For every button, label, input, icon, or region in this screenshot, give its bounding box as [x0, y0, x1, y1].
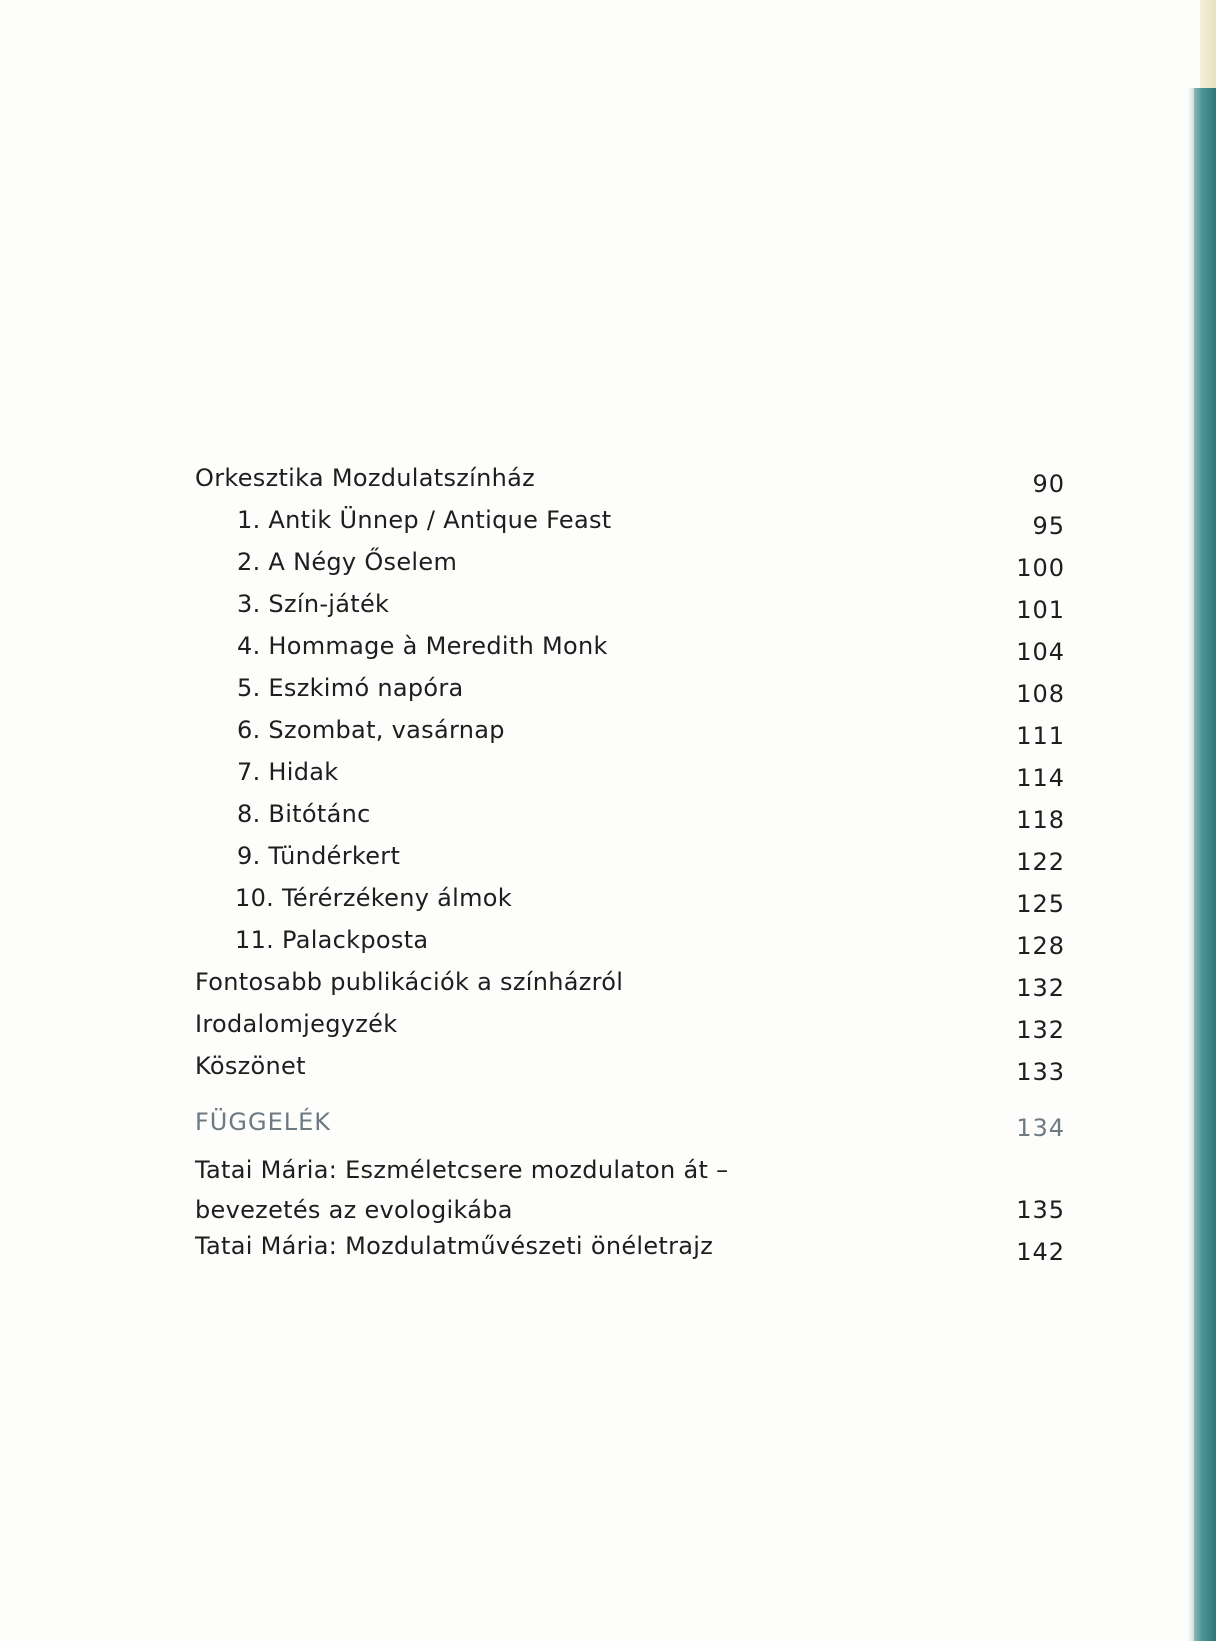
- toc-entry: [195, 1232, 1065, 1274]
- page-edge-cover: [1194, 88, 1216, 1641]
- toc-entry-page: 111: [1016, 722, 1065, 750]
- toc-entry-title: 10. Térérzékeny álmok: [235, 884, 512, 912]
- toc-entry-title: Tatai Mária: Mozdulatművészeti önéletrajz: [195, 1232, 714, 1260]
- toc-entry-title: Fontosabb publikációk a színházról: [195, 968, 624, 996]
- toc-entry-title: 7. Hidak: [237, 758, 339, 786]
- toc-entry-page: 101: [1016, 596, 1065, 624]
- toc-entry: [195, 800, 1065, 842]
- toc-entry-page: 125: [1016, 890, 1065, 918]
- toc-entry-page: 132: [1016, 1016, 1065, 1044]
- toc-entry: [195, 548, 1065, 590]
- toc-entry-page: 128: [1016, 932, 1065, 960]
- toc-entry: [195, 968, 1065, 1010]
- toc-entry: [195, 758, 1065, 800]
- toc-entry: [195, 674, 1065, 716]
- toc-entry-page: 108: [1016, 680, 1065, 708]
- toc-entry: [195, 464, 1065, 506]
- table-of-contents: [195, 464, 1065, 1274]
- toc-entry-title: [195, 1150, 728, 1230]
- toc-entry-title: 11. Palackposta: [235, 926, 429, 954]
- toc-entry-page: 118: [1016, 806, 1065, 834]
- toc-entry-title: 4. Hommage à Meredith Monk: [237, 632, 608, 660]
- toc-entry-title: Irodalomjegyzék: [195, 1010, 398, 1038]
- toc-entry-title: 2. A Négy Őselem: [237, 548, 458, 576]
- toc-entry-title: 5. Eszkimó napóra: [237, 674, 464, 702]
- appendix-heading-row: [195, 1108, 1065, 1150]
- appendix-page: 134: [1016, 1114, 1065, 1142]
- toc-entry: [195, 590, 1065, 632]
- toc-entry: [195, 842, 1065, 884]
- toc-entry: [195, 1010, 1065, 1052]
- toc-entry: [195, 884, 1065, 926]
- toc-entry: [195, 926, 1065, 968]
- toc-entry: [195, 632, 1065, 674]
- toc-entry-title-line1: Tatai Mária: Eszméletcsere mozdulaton át –: [195, 1156, 729, 1184]
- section-spacer: [195, 1094, 1065, 1108]
- toc-entry-title-line2: bevezetés az evologikába: [195, 1196, 513, 1224]
- page-edge-top: [1200, 0, 1216, 92]
- toc-entry-page: 104: [1016, 638, 1065, 666]
- toc-entry-page: 95: [1032, 512, 1065, 540]
- toc-entry-page: 90: [1032, 470, 1065, 498]
- toc-entry-title: 8. Bitótánc: [237, 800, 371, 828]
- toc-entry-title: Köszönet: [195, 1052, 306, 1080]
- toc-entry-title: 1. Antik Ünnep / Antique Feast: [237, 506, 612, 534]
- toc-entry-page: 135: [1016, 1196, 1065, 1224]
- toc-entry-page: 132: [1016, 974, 1065, 1002]
- toc-entry: [195, 506, 1065, 548]
- toc-entry-title: 9. Tündérkert: [237, 842, 401, 870]
- toc-entry: [195, 1052, 1065, 1094]
- toc-entry-page: 133: [1016, 1058, 1065, 1086]
- toc-entry-title: Orkesztika Mozdulatszínház: [195, 464, 536, 492]
- toc-entry-title: 6. Szombat, vasárnap: [237, 716, 505, 744]
- toc-entry-page: 122: [1016, 848, 1065, 876]
- toc-entry-page: 114: [1016, 764, 1065, 792]
- toc-entry-page: 142: [1016, 1238, 1065, 1266]
- toc-entry: [195, 1150, 1065, 1232]
- appendix-heading: FÜGGELÉK: [195, 1108, 332, 1136]
- toc-entry-page: 100: [1016, 554, 1065, 582]
- toc-entry-title: 3. Szín-játék: [237, 590, 390, 618]
- toc-entry: [195, 716, 1065, 758]
